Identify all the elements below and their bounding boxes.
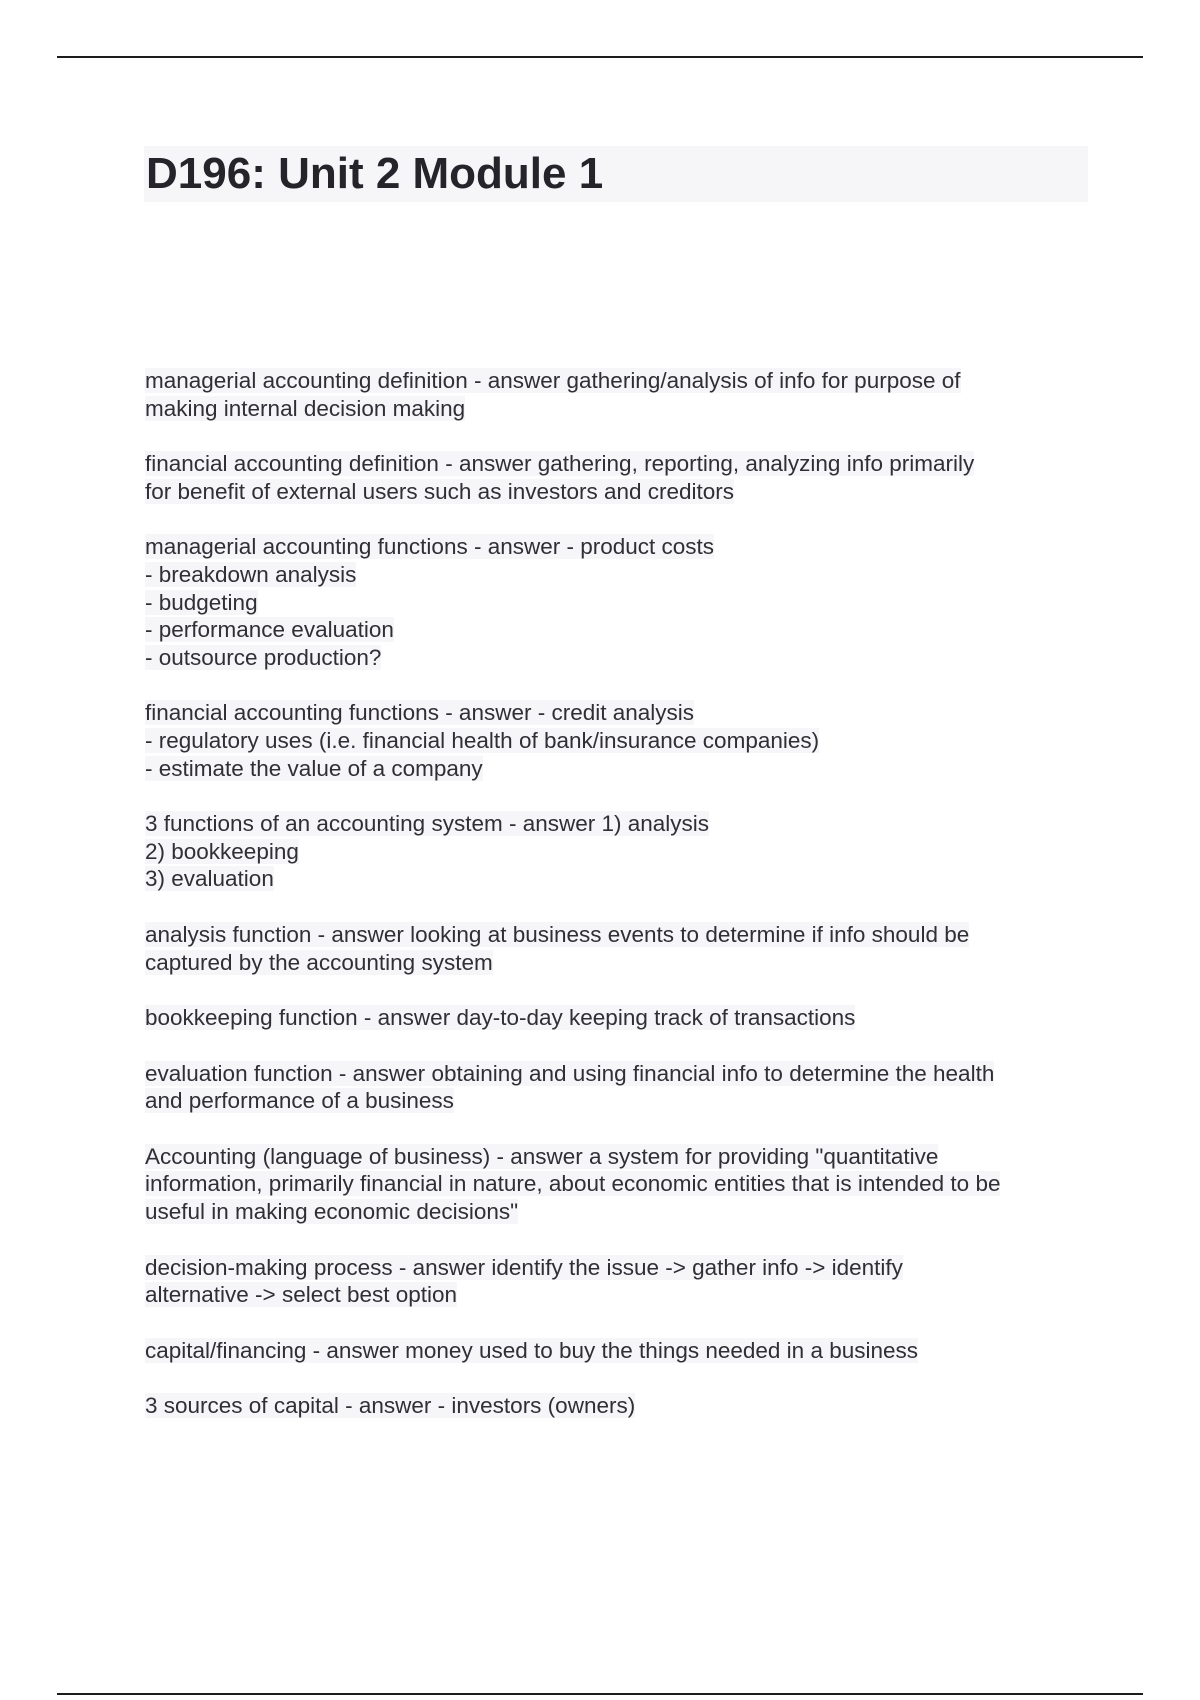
qa-term: 3 functions of an accounting system - answer	[145, 811, 596, 837]
qa-term: evaluation function - answer	[145, 1060, 426, 1086]
bottom-rule	[57, 1693, 1143, 1695]
qa-answer: looking at business events to determine if info should be captured by the accounting system	[145, 921, 970, 975]
qa-item-1	[145, 367, 1090, 422]
qa-answer: gathering/analysis of info for purpose of making internal decision making	[145, 368, 961, 421]
qa-item-11	[145, 1337, 1090, 1365]
qa-item-8	[145, 1060, 1090, 1115]
qa-answer: - investors (owners)	[437, 1393, 636, 1419]
top-rule	[57, 56, 1143, 58]
qa-term: analysis function - answer	[145, 921, 404, 947]
qa-item-2	[145, 450, 1090, 505]
qa-item-4	[145, 699, 1090, 782]
qa-term: capital/financing - answer	[145, 1337, 399, 1363]
qa-answer: a system for providing "quantitative information, primarily financial in nature, about economic entities that is intended to be useful in making economic decisions"	[145, 1143, 1001, 1225]
qa-answer: - product costs - breakdown analysis - budgeting - performance evaluation - outsource production?	[145, 534, 715, 670]
qa-list	[145, 367, 1090, 1448]
qa-term: Accounting (language of business) - answer	[145, 1143, 583, 1169]
qa-item-9	[145, 1143, 1090, 1226]
qa-answer: obtaining and using financial info to determine the health and performance of a business	[145, 1060, 995, 1114]
page-title: D196: Unit 2 Module 1	[146, 149, 604, 198]
qa-term: bookkeeping function - answer	[145, 1005, 451, 1031]
qa-term: managerial accounting definition - answer	[145, 368, 561, 393]
qa-item-10	[145, 1254, 1090, 1309]
qa-answer: 1) analysis 2) bookkeeping 3) evaluation	[145, 811, 710, 892]
qa-answer: identify the issue -> gather info -> identify alternative -> select best option	[145, 1254, 903, 1308]
qa-term: financial accounting definition - answer	[145, 451, 532, 477]
qa-answer: gathering, reporting, analyzing info primarily for benefit of external users such as investors and creditors	[145, 451, 975, 504]
qa-item-3	[145, 533, 1090, 671]
qa-term: managerial accounting functions - answer	[145, 534, 561, 560]
qa-item-5	[145, 810, 1090, 893]
qa-term: financial accounting functions - answer	[145, 700, 532, 726]
qa-answer: money used to buy the things needed in a business	[405, 1337, 919, 1363]
qa-answer: - credit analysis - regulatory uses (i.e. financial health of bank/insurance companies) - estimate the value of a company	[145, 700, 820, 781]
qa-answer: day-to-day keeping track of transactions	[456, 1005, 856, 1031]
qa-term: 3 sources of capital - answer	[145, 1393, 432, 1419]
qa-item-7	[145, 1004, 1090, 1032]
qa-item-12	[145, 1392, 1090, 1420]
qa-item-6	[145, 921, 1090, 976]
qa-term: decision-making process - answer	[145, 1254, 486, 1280]
